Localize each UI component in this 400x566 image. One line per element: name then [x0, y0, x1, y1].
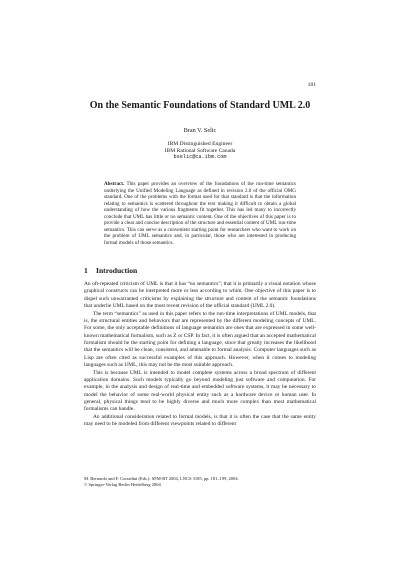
footnote-citation	[84, 476, 316, 488]
abstract-text: This paper provides an overview of the foundations of the run-time semantics underlying the Unified Modeling Language as defined in revision 2.0 of the official OMG standard. One of the problems with the format used for that standard is that the information relating to semantics is scattered throughout the text making it difficult to obtain a global understanding of how the various fragments fit together. This has led many to incorrectly conclude that UML has little or no semantic content. One of the objectives of this paper is to provide a clear and concise description of the structure and essential content of UML run-time semantics. This can serve as a convenient starting point for researchers who want to work on the problem of UML semantics and, in particular, those who are interested in producing formal models of those semantics.	[104, 181, 296, 246]
author-affiliation	[84, 141, 316, 161]
affiliation-line-1: IBM Distinguished Engineer	[167, 141, 233, 147]
citation-line: M. Bernardo and F. Corradini (Eds.): SFM-RT 2004, LNCS 3185, pp. 181–199, 2004.	[84, 476, 239, 481]
author-name: Bran V. Selic	[183, 127, 217, 134]
affiliation-line-2: IBM Rational Software Canada	[164, 147, 236, 154]
abstract	[104, 181, 296, 246]
paragraph: The term “semantics” as used in this paper refers to the run-time interpretations of UML models, that is, the structural entities and behaviors that are represented by the different modeling concepts of UML. For some, the only acceptable definitions of language semantics are ones that are expressed in some well-known mathematical formalism, such as Z or CSP. In fact, it is often argued that an accepted mathematical formalism should be the starting point for defining a language, since that greatly increases the likelihood that the semantics will be clean, consistent, and amenable to formal analysis. Computer languages such as Lisp are often cited as successful examples of this approach. However, when it comes to modeling languages such as UML, this may not be the most suitable approach.	[84, 310, 316, 369]
section-heading	[84, 266, 137, 275]
section-title: Introduction	[96, 266, 138, 275]
paragraph: An oft-repeated criticism of UML is that it has “no semantics”; that it is primarily a visual notation whose graphical constructs can be interpreted more or less according to whim. One objective of this paper is to dispel such unwarranted criticisms by explaining the structure and content of the semantic foundations that underlie UML based on the most recent revision of the official standard (UML 2.0).	[84, 281, 316, 310]
page-number: 181	[307, 82, 316, 88]
paragraph: An additional consideration related to formal models, is that it is often the case that the same entity may need to be modeled from different viewpoints related to different	[84, 413, 316, 428]
copyright-line: © Springer-Verlag Berlin Heidelberg 2004	[84, 481, 161, 487]
section-body	[84, 281, 316, 429]
author-email: bselic@ca.ibm.com	[173, 154, 227, 161]
section-number: 1	[84, 266, 88, 275]
abstract-label: Abstract.	[104, 181, 125, 187]
paragraph: This is because UML is intended to model complete systems across a broad spectrum of different application domains. Such models typically go beyond modeling just software and computation. For example, in the analysis and design of real-time and embedded software systems, it may be necessary to model the behavior of some real-world physical entity such as a hardware device or human user. In general, physical things tend to be highly diverse and much more complex than most mathematical formalisms can handle.	[84, 369, 316, 413]
paper-title: On the Semantic Foundations of Standard UML 2.0	[89, 100, 311, 111]
